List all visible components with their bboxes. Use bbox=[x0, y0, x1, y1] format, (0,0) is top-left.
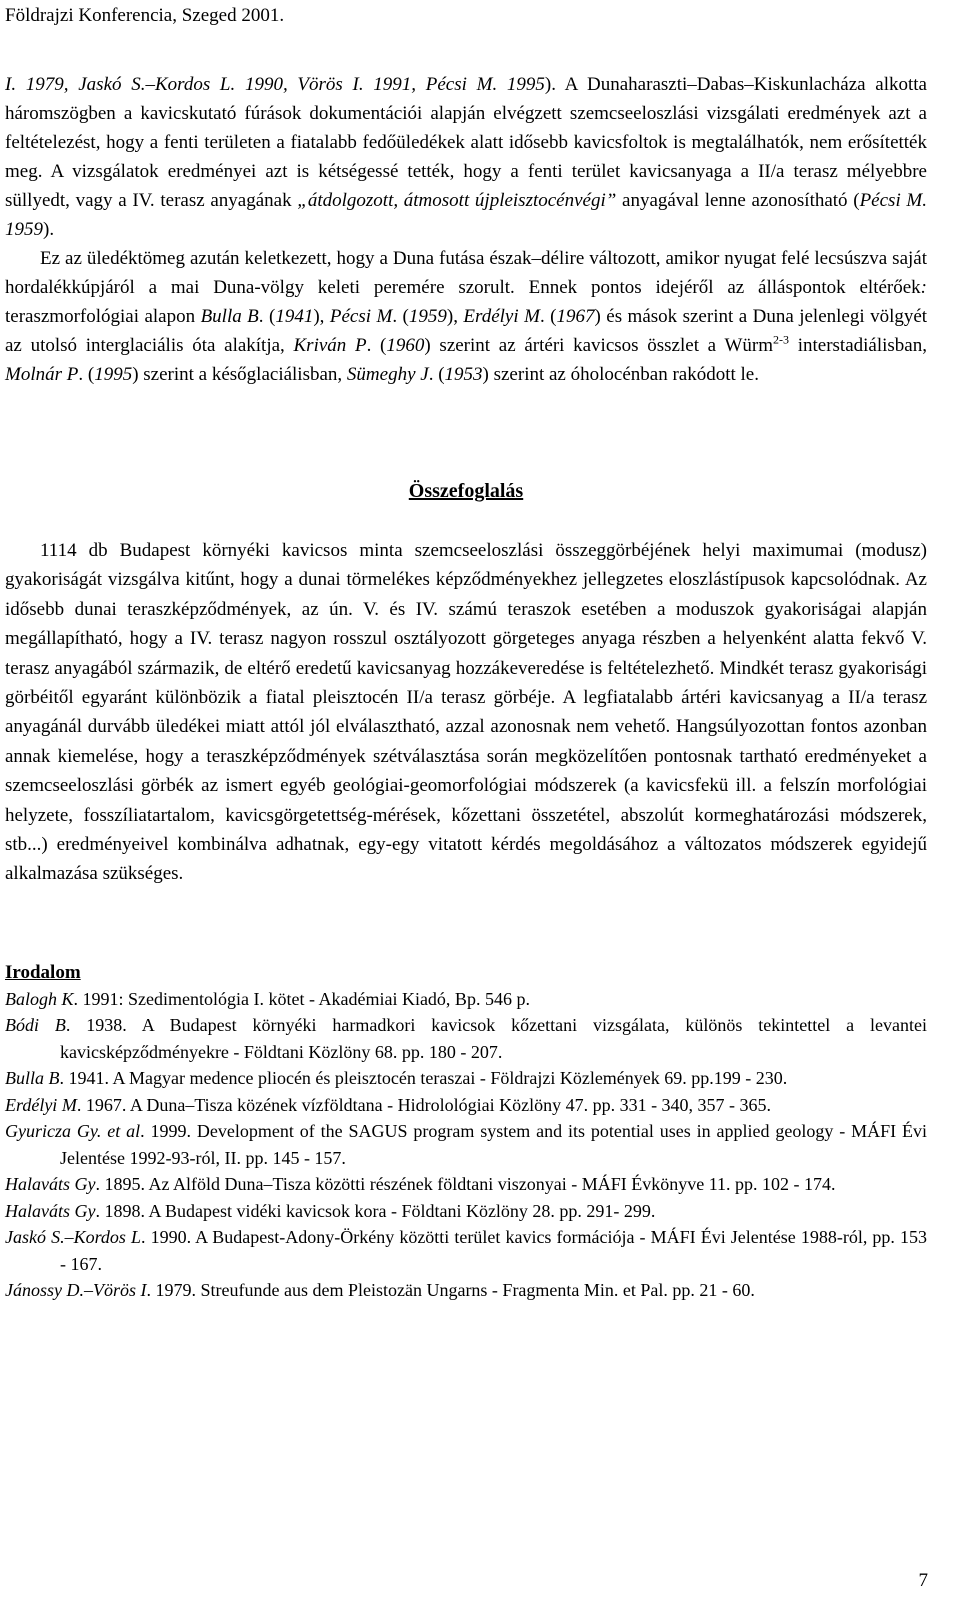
reference-author: Halaváts Gy bbox=[5, 1174, 96, 1195]
reference-item: Halaváts Gy. 1895. Az Alföld Duna–Tisza közötti részének földtani viszonyai - MÁFI Évkönyve 11. pp. 102 - 174. bbox=[5, 1174, 836, 1195]
reference-author: Jánossy D.–Vörös I bbox=[5, 1280, 147, 1301]
reference-item: Gyuricza Gy. et al. 1999. Development of the SAGUS program system and its potential uses in applied geology - MÁFI Évi Jelentése 1992-93-ról, II. pp. 145 - 157. bbox=[5, 1121, 927, 1168]
reference-item: Jánossy D.–Vörös I. 1979. Streufunde aus dem Pleistozän Ungarns - Fragmenta Min. et Pal. pp. 21 - 60. bbox=[5, 1280, 755, 1301]
reference-author: Jaskó S.–Kordos L bbox=[5, 1227, 142, 1248]
running-head: Földrajzi Konferencia, Szeged 2001. bbox=[5, 5, 285, 26]
quote: „átdolgozott, átmosott újpleisztocénvégi” bbox=[297, 190, 617, 211]
reference-author: Bulla B bbox=[5, 1068, 60, 1089]
reference-item: Jaskó S.–Kordos L. 1990. A Budapest-Adony-Örkény közötti terület kavics formációja - MÁFI Évi Jelentése 1988-ról, pp. 153 - 167. bbox=[5, 1227, 928, 1274]
paragraph-1: I. 1979, Jaskó S.–Kordos L. 1990, Vörös I. 1991, Pécsi M. 1995). A Dunaharaszti–Dabas–Kiskunlacháza alkotta háromszögben a kavicskutató fúrások dokumentációi alapján elvégzett szemcseeloszlási vizsgálati eredmények azt a feltételezést, hogy a fenti területen a fiatalabb fedőüledékek alatt idősebb kavicsfoltok is megtalálhatók, nem erősítették meg. A vizsgálatok eredményei azt is kétségessé tették, hogy a fenti terület kavicsanyaga a II/a terasz mélyebbre süllyedt, vagy a IV. terasz anyagának „átdolgozott, átmosott újpleisztocénvégi” anyagával lenne azonosítható (Pécsi M. 1959). bbox=[5, 74, 927, 240]
citation: I. 1979, Jaskó S.–Kordos L. 1990, Vörös I. 1991, Pécsi M. 1995 bbox=[5, 74, 545, 95]
citation-author: Sümeghy J bbox=[346, 364, 429, 385]
citation-author: Molnár P bbox=[5, 364, 79, 385]
page-number: 7 bbox=[918, 1570, 928, 1591]
paragraph-2: Ez az üledéktömeg azután keletkezett, hogy a Duna futása észak–délire változott, amikor nyugat felé lecsúszva saját hordalékkúpjáról a mai Duna-völgy keleti peremére szorult. Ennek pontos idejéről az álláspontok eltérőek: teraszmorfológiai alapon Bulla B. (1941), Pécsi M. (1959), Erdélyi M. (1967) és mások szerint a Duna jelenlegi völgyét az utolsó interglaciális óta alakítja, Kriván P. (1960) szerint az ártéri kavicsos összlet a Würm$^{2-3}$ interstadiálisban, Molnár P. (1995) szerint a későglaciálisban, Sümeghy J. (1953) szerint az óholocénban rakódott le. bbox=[5, 248, 928, 385]
main-text bbox=[5, 70, 927, 1304]
superscript: 2-3 bbox=[773, 332, 790, 347]
reference-author: Gyuricza Gy. et al bbox=[5, 1121, 141, 1142]
citation: Pécsi M. 1959 bbox=[5, 190, 927, 240]
reference-item: Bulla B. 1941. A Magyar medence pliocén és pleisztocén teraszai - Földrajzi Közlemények 69. pp.199 - 230. bbox=[5, 1068, 788, 1089]
citation-author: Erdélyi M bbox=[463, 306, 540, 327]
reference-item: Erdélyi M. 1967. A Duna–Tisza közének vízföldtana - Hidrolológiai Közlöny 47. pp. 331 - 340, 357 - 365. bbox=[5, 1094, 772, 1115]
summary-paragraph: 1114 db Budapest környéki kavicsos minta szemcseeloszlási összeggörbéjének helyi maximumai (modusz) gyakoriságát vizsgálva kitűnt, hogy a dunai törmelékes képződményekhez jellegzetes eloszlástípusok kapcsolódnak. Az idősebb dunai teraszképződmények, az ún. V. és IV. számú teraszok esetében a moduszok gyakoriságai alapján megállapítható, hogy a IV. terasz nagyon rosszul osztályozott görgeteges anyaga részben a helyenként alatta fekvő V. terasz anyagából származik, de eltérő eredetű kavicsanyag hozzákeveredése is feltételezhető. Mindkét terasz gyakorisági görbéitől egyaránt különbözik a fiatal pleisztocén II/a terasz görbéje. A legfiatalabb ártéri kavicsanyag a II/a terasz anyagánál durvább üledékei miatt attól jól elválasztható, azzal azonosnak nem vehető. Hangsúlyozottan fontos azonban annak kiemelése, hogy a teraszképződmények szétválasztása során megközelítően pontosnak tartható eredményeket a szemcseeloszlási görbék az ismert egyéb geológiai-geomorfológiai módszerek (a kavicsfekü ill. a felszín morfológiai helyzete, fosszíliatartalom, kavicsgörgetettség-mérések, kőzettani összetétel, abszolút kormeghatározási módszerek, stb...) eredményeivel kombinálva adhatnak, egy-egy vitatott kérdés megoldásához a változatos módszerek egyidejű alkalmazása szükséges. bbox=[5, 540, 927, 885]
reference-item: Balogh K. 1991: Szedimentológia I. kötet - Akadémiai Kiadó, Bp. 546 p. bbox=[5, 988, 530, 1009]
references-heading: Irodalom bbox=[5, 961, 81, 983]
reference-author: Bódi B bbox=[5, 1015, 66, 1036]
reference-item: Halaváts Gy. 1898. A Budapest vidéki kavicsok kora - Földtani Közlöny 28. pp. 291- 299. bbox=[5, 1200, 656, 1221]
citation-author: Kriván P bbox=[293, 335, 367, 356]
reference-author: Balogh K bbox=[5, 988, 74, 1009]
reference-item: Bódi B. 1938. A Budapest környéki harmadkori kavicsok kőzettani vizsgálata, különös tekintettel a levantei kavicsképződményekre - Földtani Közlöny 68. pp. 180 - 207. bbox=[5, 1015, 927, 1062]
citation-author: Bulla B bbox=[200, 306, 259, 327]
reference-author: Erdélyi M bbox=[5, 1094, 77, 1115]
reference-list bbox=[5, 986, 927, 1304]
reference-author: Halaváts Gy bbox=[5, 1200, 96, 1221]
summary-heading: Összefoglalás bbox=[408, 480, 524, 502]
citation-author: Pécsi M bbox=[329, 306, 393, 327]
